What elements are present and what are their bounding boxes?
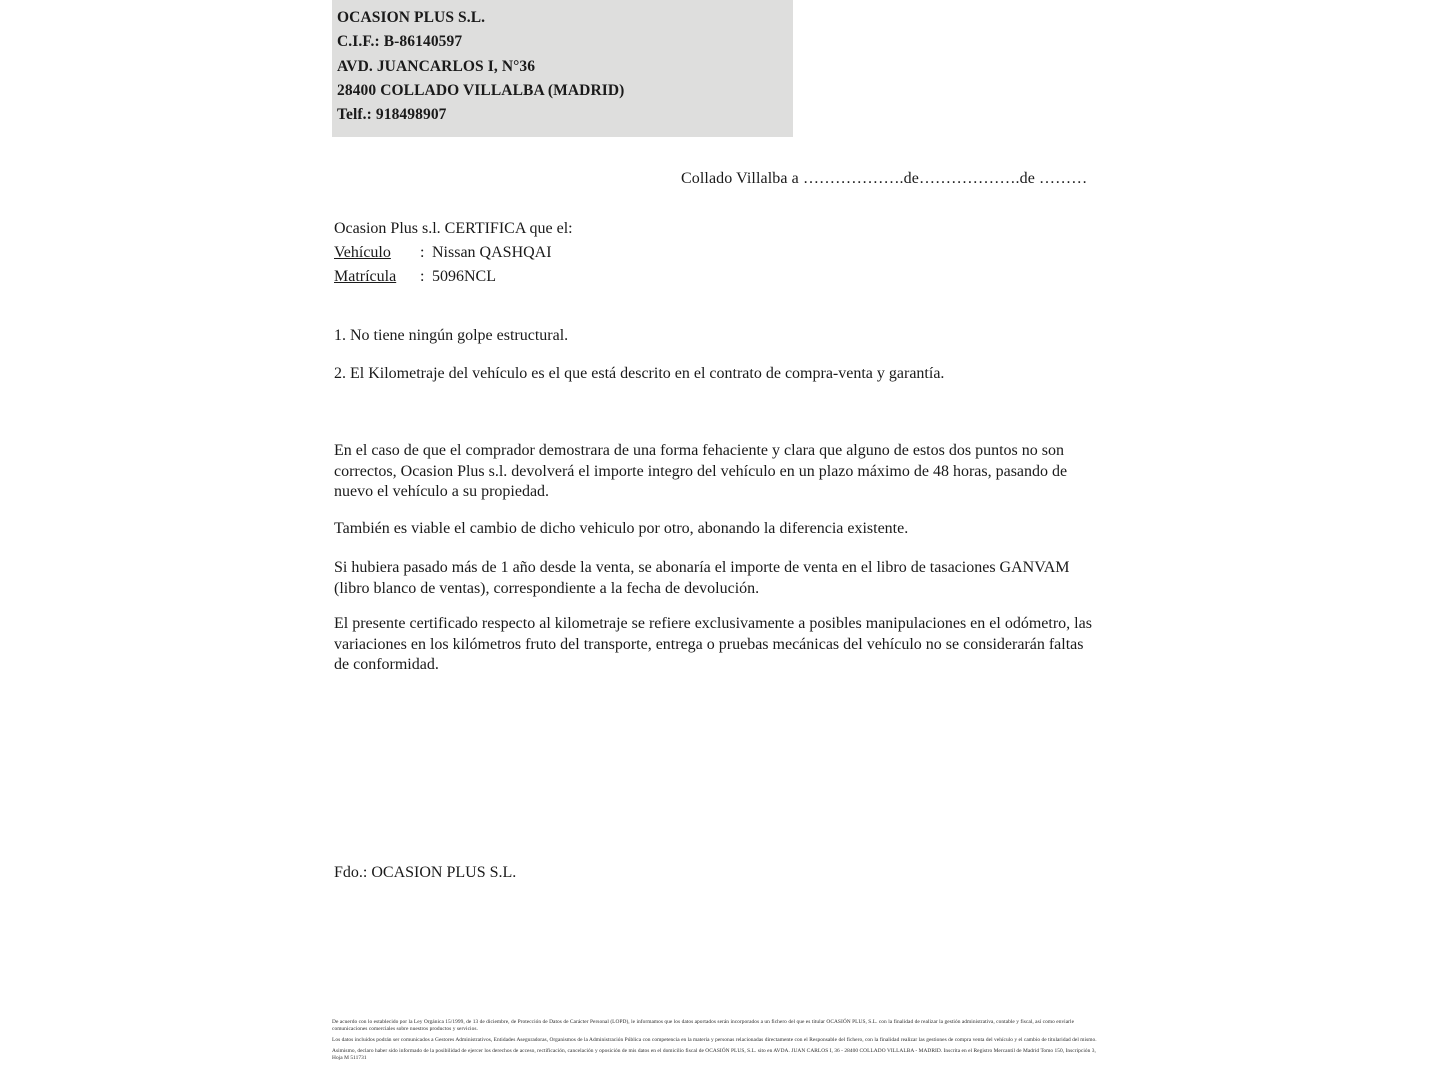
company-street: AVD. JUANCARLOS I, N°36 xyxy=(337,57,536,75)
company-city: 28400 COLLADO VILLALBA (MADRID) xyxy=(337,81,625,99)
paragraph: Si hubiera pasado más de 1 año desde la venta, se abonaría el importe de venta en el libro de tasaciones GANVAM (libro blanco de ventas), correspondiente a la fecha de devolución. xyxy=(334,559,1070,597)
vehicle-label: Vehículo xyxy=(334,244,391,261)
company-cif: C.I.F.: B-86140597 xyxy=(337,33,463,51)
company-phone: Telf.: 918498907 xyxy=(337,106,447,124)
plate-row xyxy=(334,265,573,289)
legal-paragraph: Los datos incluidos podrán ser comunicados a Gestores Administrativos, Entidades Aseguradoras, Organismos de la Administración Pública con competencia en la materia y personas relacionadas directamente con el Responsable del fichero, con la finalidad realizar las gestiones de compra venta del vehículo y el cambio de titularidad del mismo. xyxy=(332,1037,1097,1043)
paragraph: El presente certificado respecto al kilometraje se refiere exclusivamente a posibles manipulaciones en el odómetro, las variaciones en los kilómetros fruto del transporte, entrega o pruebas mecánicas del vehículo no se considerarán faltas de conformidad. xyxy=(334,615,1092,673)
paragraph: También es viable el cambio de dicho vehiculo por otro, abonando la diferencia existente. xyxy=(334,520,909,537)
company-name: OCASION PLUS S.L. xyxy=(337,9,486,26)
plate-label: Matrícula xyxy=(334,268,397,285)
vehicle-value: Nissan QASHQAI xyxy=(432,244,552,261)
point-item: 2. El Kilometraje del vehículo es el que está descrito en el contrato de compra-venta y garantía. xyxy=(334,365,945,382)
company-letterhead xyxy=(332,0,793,137)
vehicle-separator: : xyxy=(420,244,425,261)
vehicle-row xyxy=(334,241,573,265)
point-item: 1. No tiene ningún golpe estructural. xyxy=(334,327,569,344)
signature-line: Fdo.: OCASION PLUS S.L. xyxy=(334,864,517,881)
paragraph: En el caso de que el comprador demostrara de una forma fehaciente y clara que alguno de estos dos puntos no son correctos, Ocasion Plus s.l. devolverá el importe integro del vehículo en un plazo máximo de 48 horas, pasando de nuevo el vehículo a su propiedad. xyxy=(334,442,1068,500)
certification-block xyxy=(334,217,573,289)
place-and-date-line: Collado Villalba a ……………….de……………….de ……… xyxy=(681,170,1088,187)
plate-value: 5096NCL xyxy=(432,268,496,285)
legal-paragraph: Asimismo, declaro haber sido informado de la posibilidad de ejercer los derechos de acceso, rectificación, cancelación y oposición de mis datos en el domicilio fiscal de OCASIÓN PLUS, S.L. sito en AVDA. JUAN CARLOS I, 36 - 28400 COLLADO VILLALBA - MADRID. Inscrita en el Registro Mercantil de Madrid Tomo 150, Inscripción 3, Hoja M 511731 xyxy=(332,1047,1096,1061)
certification-intro: Ocasion Plus s.l. CERTIFICA que el: xyxy=(334,220,573,237)
plate-separator: : xyxy=(420,268,425,285)
legal-footer xyxy=(332,1019,1104,1066)
legal-paragraph: De acuerdo con lo establecido por la Ley Orgánica 15/1999, de 13 de diciembre, de Protección de Datos de Carácter Personal (LOPD), le informamos que los datos aportados serán incorporados a un fichero del que es titular OCASIÓN PLUS, S.L. con la finalidad de realizar la gestión administrativa, contable y fiscal, así como enviarle comunicaciones comerciales sobre nuestros productos y servicios. xyxy=(332,1019,1075,1033)
